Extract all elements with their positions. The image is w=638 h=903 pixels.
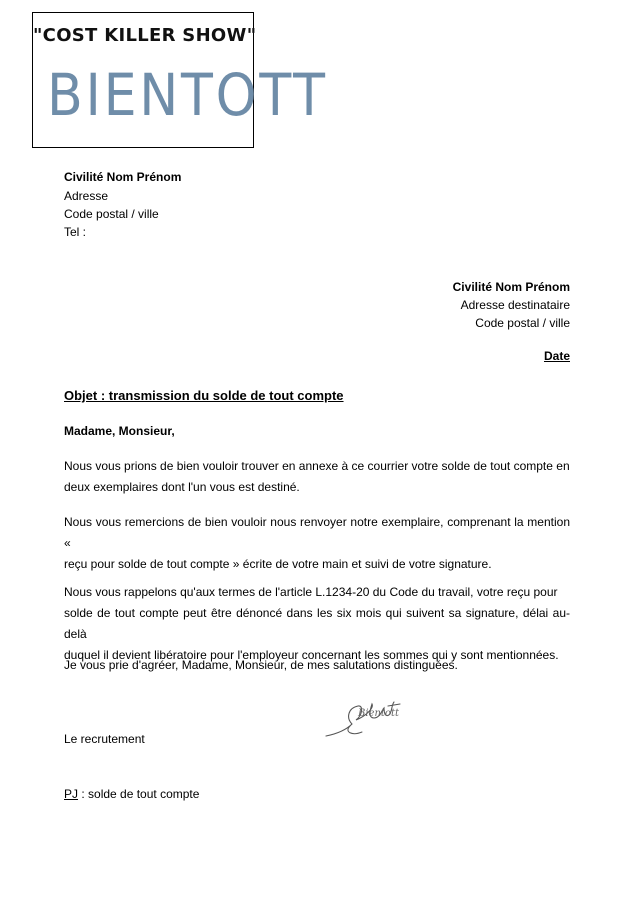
paragraph-return	[64, 512, 570, 575]
paragraph-line: Nous vous rappelons qu'aux termes de l'article L.1234-20 du Code du travail, votre reçu pour	[64, 585, 558, 599]
paragraph-line: reçu pour solde de tout compte » écrite de votre main et suivi de votre signature.	[64, 557, 492, 571]
enclosure-text: : solde de tout compte	[78, 787, 200, 801]
paragraph-annex	[64, 456, 570, 498]
sender-postal: Code postal / ville	[64, 207, 159, 221]
signature-text: Bientott	[358, 708, 399, 719]
recipient-postal: Code postal / ville	[475, 316, 570, 330]
paragraph-line: Nous vous prions de bien vouloir trouver en annexe à ce courrier votre solde de tout compte en	[64, 459, 570, 473]
logo-brand-name: BIENTOTT	[47, 61, 328, 129]
enclosure-label: PJ	[64, 787, 79, 801]
paragraph-legal	[64, 582, 570, 666]
paragraph-line: duquel il devient libératoire pour l'employeur concernant les sommes qui y sont mentionnées.	[64, 648, 559, 662]
date-label: Date	[543, 349, 570, 363]
logo-show-title: "COST KILLER SHOW"	[33, 25, 257, 46]
subject-line: Objet : transmission du solde de tout compte	[64, 388, 344, 403]
sender-tel: Tel :	[64, 225, 87, 239]
salutation: Madame, Monsieur,	[64, 424, 175, 438]
paragraph-line: Nous vous remercions de bien vouloir nous renvoyer notre exemplaire, comprenant la mention «	[64, 515, 570, 550]
handwritten-signature	[322, 694, 402, 744]
enclosure	[64, 786, 199, 802]
paragraph-line: solde de tout compte peut être dénoncé dans les six mois qui suivent sa signature, délai au-delà	[64, 606, 570, 641]
paragraph-line: deux exemplaires dont l'un vous est destiné.	[64, 480, 300, 494]
recipient-address: Adresse destinataire	[460, 298, 570, 312]
sender-name: Civilité Nom Prénom	[64, 170, 182, 184]
company-logo	[32, 12, 328, 148]
signatory: Le recrutement	[64, 732, 145, 746]
sender-address: Adresse	[64, 189, 109, 203]
closing-formula: Je vous prie d'agréer, Madame, Monsieur, de mes salutations distinguées.	[64, 658, 458, 672]
recipient-name: Civilité Nom Prénom	[452, 280, 570, 294]
